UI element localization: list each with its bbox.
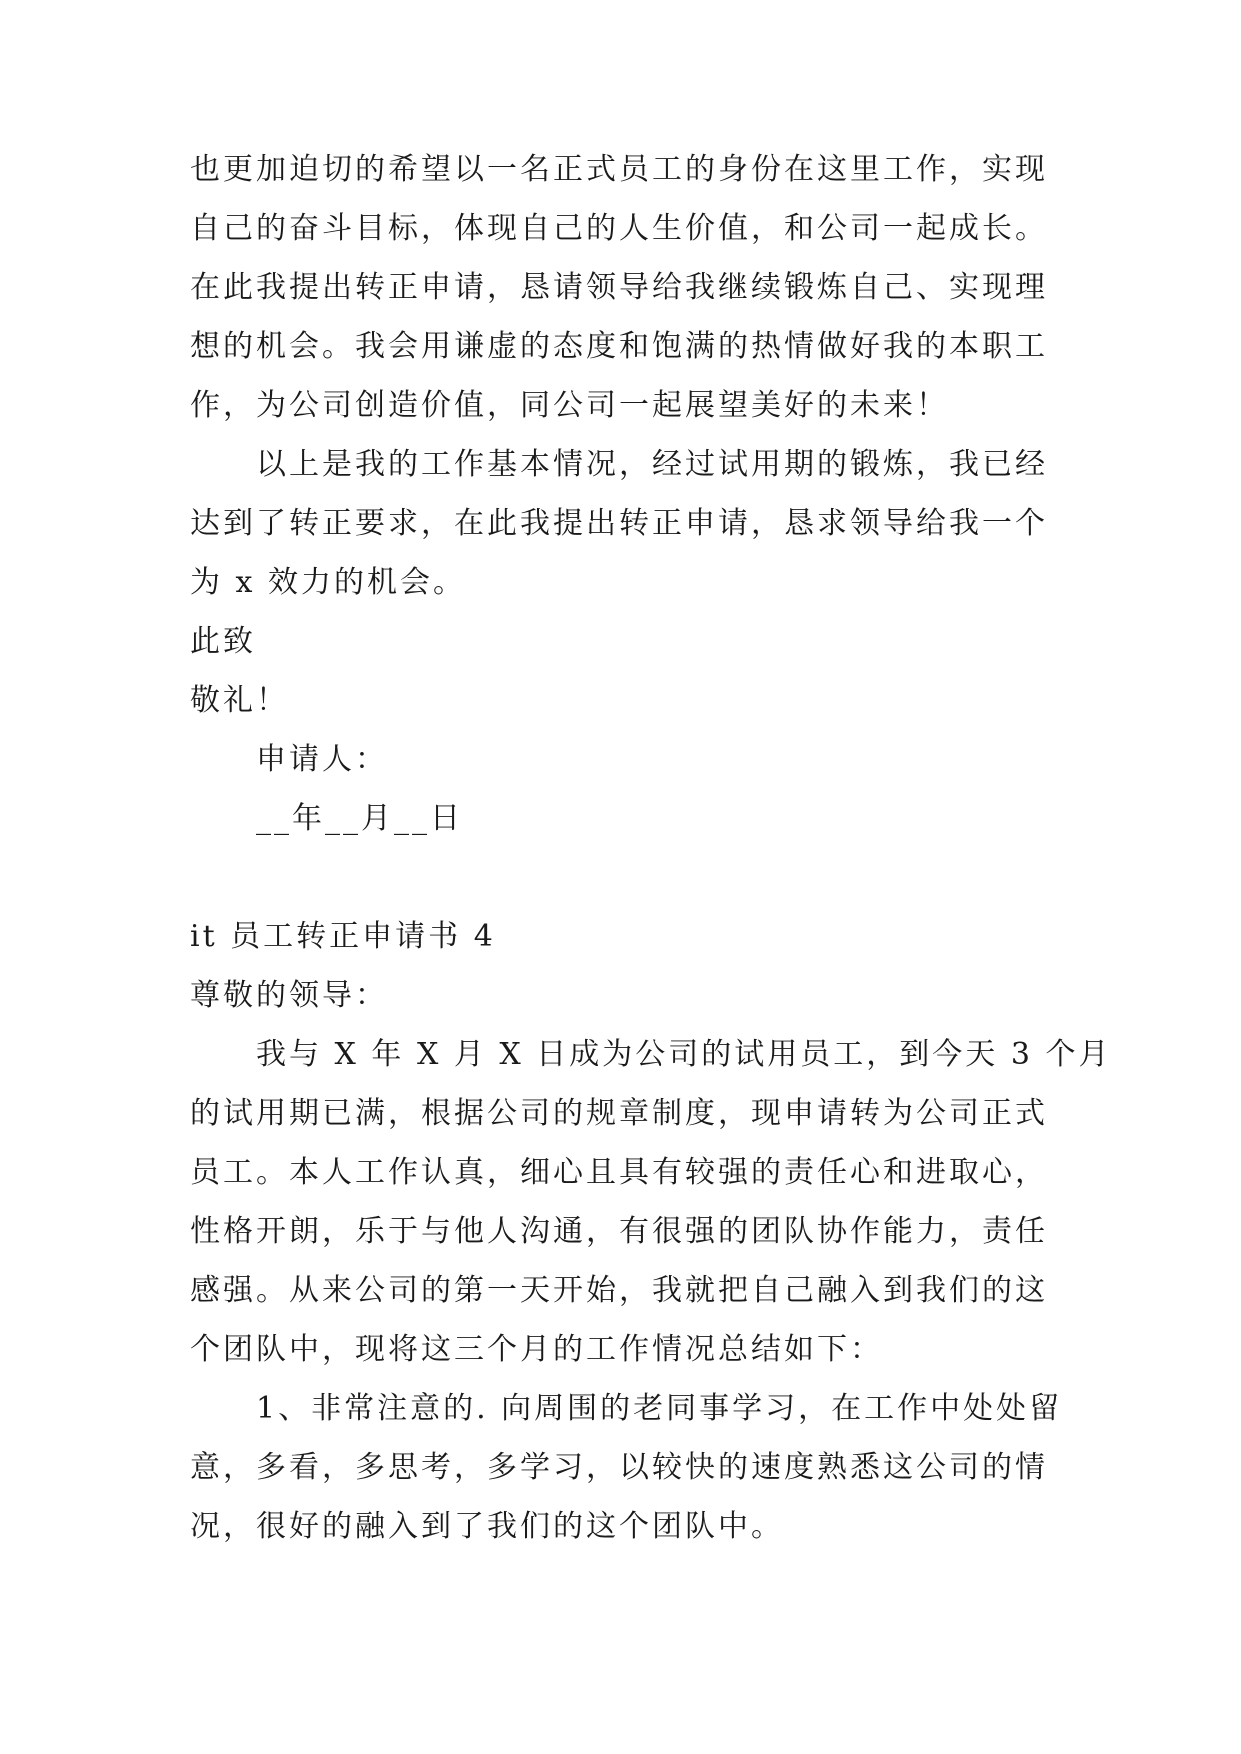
paragraph-line: 达到了转正要求，在此我提出转正申请，恳求领导给我一个: [190, 506, 1048, 541]
paragraph-line: 况，很好的融入到了我们的这个团队中。: [190, 1509, 784, 1544]
paragraph-line: 以上是我的工作基本情况，经过试用期的锻炼，我已经: [256, 447, 1048, 482]
paragraph-line: 也更加迫切的希望以一名正式员工的身份在这里工作，实现: [190, 152, 1048, 187]
paragraph-line: 作，为公司创造价值，同公司一起展望美好的未来！: [190, 388, 949, 423]
date-line: __年__月__日: [256, 801, 463, 836]
paragraph-line: 在此我提出转正申请，恳请领导给我继续锻炼自己、实现理: [190, 270, 1048, 305]
closing-regards: 敬礼！: [190, 683, 289, 718]
paragraph-line: 1、非常注意的. 向周围的老同事学习，在工作中处处留: [256, 1391, 1063, 1426]
salutation: 尊敬的领导：: [190, 978, 388, 1013]
paragraph-line: 想的机会。我会用谦虚的态度和饱满的热情做好我的本职工: [190, 329, 1048, 364]
paragraph-line: 为 x 效力的机会。: [190, 565, 466, 600]
section-title: it 员工转正申请书 4: [190, 919, 496, 954]
paragraph-line: 意，多看，多思考，多学习，以较快的速度熟悉这公司的情: [190, 1450, 1048, 1485]
paragraph-line: 的试用期已满，根据公司的规章制度，现申请转为公司正式: [190, 1096, 1048, 1131]
paragraph-line: 个团队中，现将这三个月的工作情况总结如下：: [190, 1332, 883, 1367]
paragraph-line: 感强。从来公司的第一天开始，我就把自己融入到我们的这: [190, 1273, 1048, 1308]
paragraph-line: 员工。本人工作认真，细心且具有较强的责任心和进取心，: [190, 1155, 1048, 1190]
paragraph-line: 性格开朗，乐于与他人沟通，有很强的团队协作能力，责任: [190, 1214, 1048, 1249]
paragraph-line: 自己的奋斗目标，体现自己的人生价值，和公司一起成长。: [190, 211, 1048, 246]
paragraph-line: 我与 X 年 X 月 X 日成为公司的试用员工，到今天 3 个月: [256, 1037, 1112, 1072]
closing-salutation: 此致: [190, 624, 256, 659]
applicant-label: 申请人：: [256, 742, 388, 777]
